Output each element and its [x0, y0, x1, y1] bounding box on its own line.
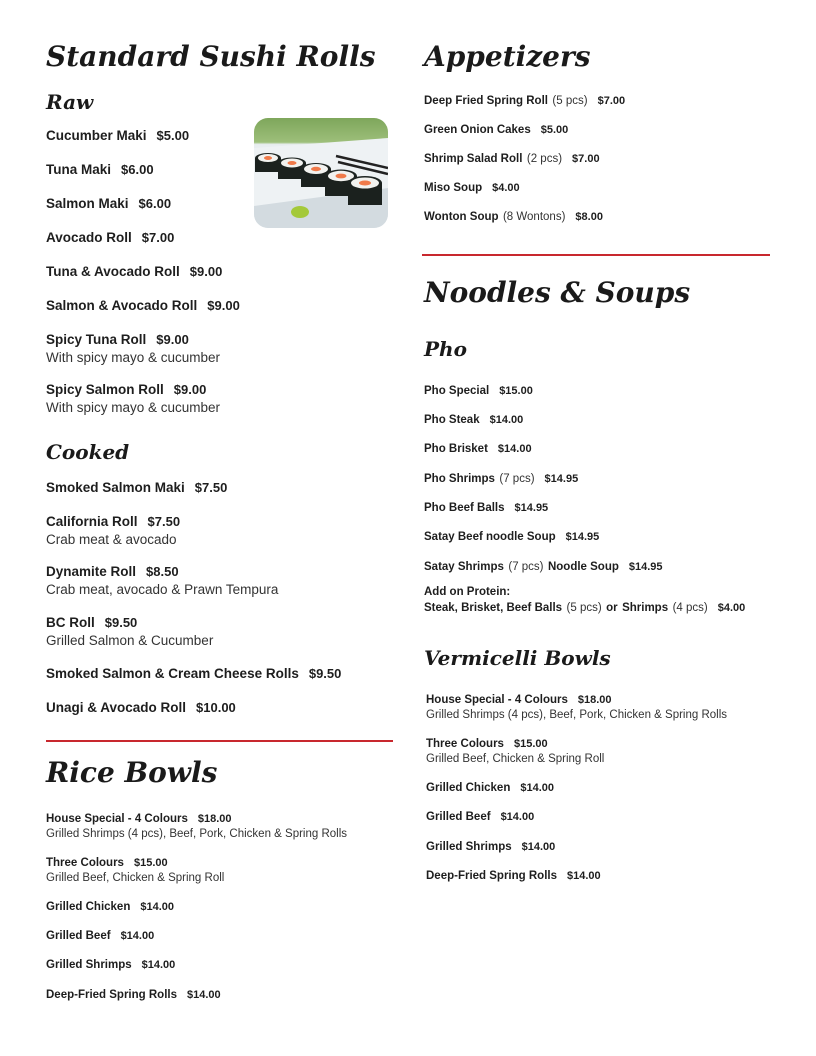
menu-item: Satay Beef noodle Soup $14.95 [424, 531, 600, 543]
menu-item: Miso Soup $4.00 [424, 182, 520, 194]
menu-item: Grilled Shrimps $14.00 [426, 841, 556, 853]
menu-item: Salmon Maki $6.00 [46, 196, 172, 211]
menu-item: Three Colours $15.00 Grilled Beef, Chicken & Spring Roll [426, 738, 605, 765]
menu-item: Grilled Chicken $14.00 [46, 901, 175, 913]
menu-item: Satay Shrimps (7 pcs) Noodle Soup $14.95 [424, 561, 663, 573]
menu-item: Pho Brisket $14.00 [424, 443, 532, 455]
subheading-cooked: Cooked [46, 440, 130, 464]
menu-item: Wonton Soup (8 Wontons) $8.00 [424, 211, 603, 223]
menu-item: Avocado Roll $7.00 [46, 230, 175, 245]
menu-item: Deep-Fried Spring Rolls $14.00 [46, 989, 221, 1001]
menu-item: Grilled Chicken $14.00 [426, 782, 555, 794]
menu-item: Tuna Maki $6.00 [46, 162, 154, 177]
menu-item: Unagi & Avocado Roll $10.00 [46, 700, 236, 715]
menu-item: Shrimp Salad Roll (2 pcs) $7.00 [424, 153, 600, 165]
section-title-rice-bowls: Rice Bowls [46, 756, 218, 789]
menu-item: BC Roll $9.50 Grilled Salmon & Cucumber [46, 615, 214, 648]
subheading-raw: Raw [46, 90, 94, 114]
menu-item: Grilled Shrimps $14.00 [46, 959, 176, 971]
menu-item: Tuna & Avocado Roll $9.00 [46, 264, 223, 279]
menu-item: Pho Shrimps (7 pcs) $14.95 [424, 473, 579, 485]
subheading-pho: Pho [424, 337, 467, 361]
menu-item: California Roll $7.50 Crab meat & avocado [46, 514, 181, 547]
add-on-protein: Add on Protein: Steak, Brisket, Beef Balls (5 pcs) or Shrimps (4 pcs) $4.00 [424, 586, 746, 614]
section-divider [46, 740, 393, 742]
menu-item: Spicy Tuna Roll $9.00 With spicy mayo & cucumber [46, 332, 221, 365]
menu-item: Deep Fried Spring Roll (5 pcs) $7.00 [424, 95, 626, 107]
menu-item: Salmon & Avocado Roll $9.00 [46, 298, 240, 313]
menu-item: Green Onion Cakes $5.00 [424, 124, 569, 136]
menu-item: Grilled Beef $14.00 [426, 811, 535, 823]
menu-item: House Special - 4 Colours $18.00 Grilled Shrimps (4 pcs), Beef, Pork, Chicken & Spring Rolls [46, 813, 348, 840]
section-title-sushi-rolls: Standard Sushi Rolls [46, 40, 376, 73]
menu-item: Pho Steak $14.00 [424, 414, 524, 426]
menu-item: Three Colours $15.00 Grilled Beef, Chicken & Spring Roll [46, 857, 225, 884]
menu-item: Pho Special $15.00 [424, 385, 533, 397]
menu-item: Pho Beef Balls $14.95 [424, 502, 549, 514]
menu-item: Deep-Fried Spring Rolls $14.00 [426, 870, 601, 882]
menu-item: Smoked Salmon & Cream Cheese Rolls $9.50 [46, 666, 342, 681]
sushi-photo [254, 118, 388, 228]
subheading-vermicelli: Vermicelli Bowls [424, 646, 611, 670]
section-title-noodles-soups: Noodles & Soups [424, 276, 691, 309]
menu-item: House Special - 4 Colours $18.00 Grilled Shrimps (4 pcs), Beef, Pork, Chicken & Spring Rolls [426, 694, 728, 721]
section-divider [422, 254, 770, 256]
menu-item: Dynamite Roll $8.50 Crab meat, avocado & Prawn Tempura [46, 564, 279, 597]
sushi-illustration [254, 118, 388, 228]
menu-item: Grilled Beef $14.00 [46, 930, 155, 942]
section-title-appetizers: Appetizers [424, 40, 591, 73]
menu-item: Smoked Salmon Maki $7.50 [46, 480, 228, 495]
menu-item: Cucumber Maki $5.00 [46, 128, 190, 143]
menu-item: Spicy Salmon Roll $9.00 With spicy mayo & cucumber [46, 382, 221, 415]
